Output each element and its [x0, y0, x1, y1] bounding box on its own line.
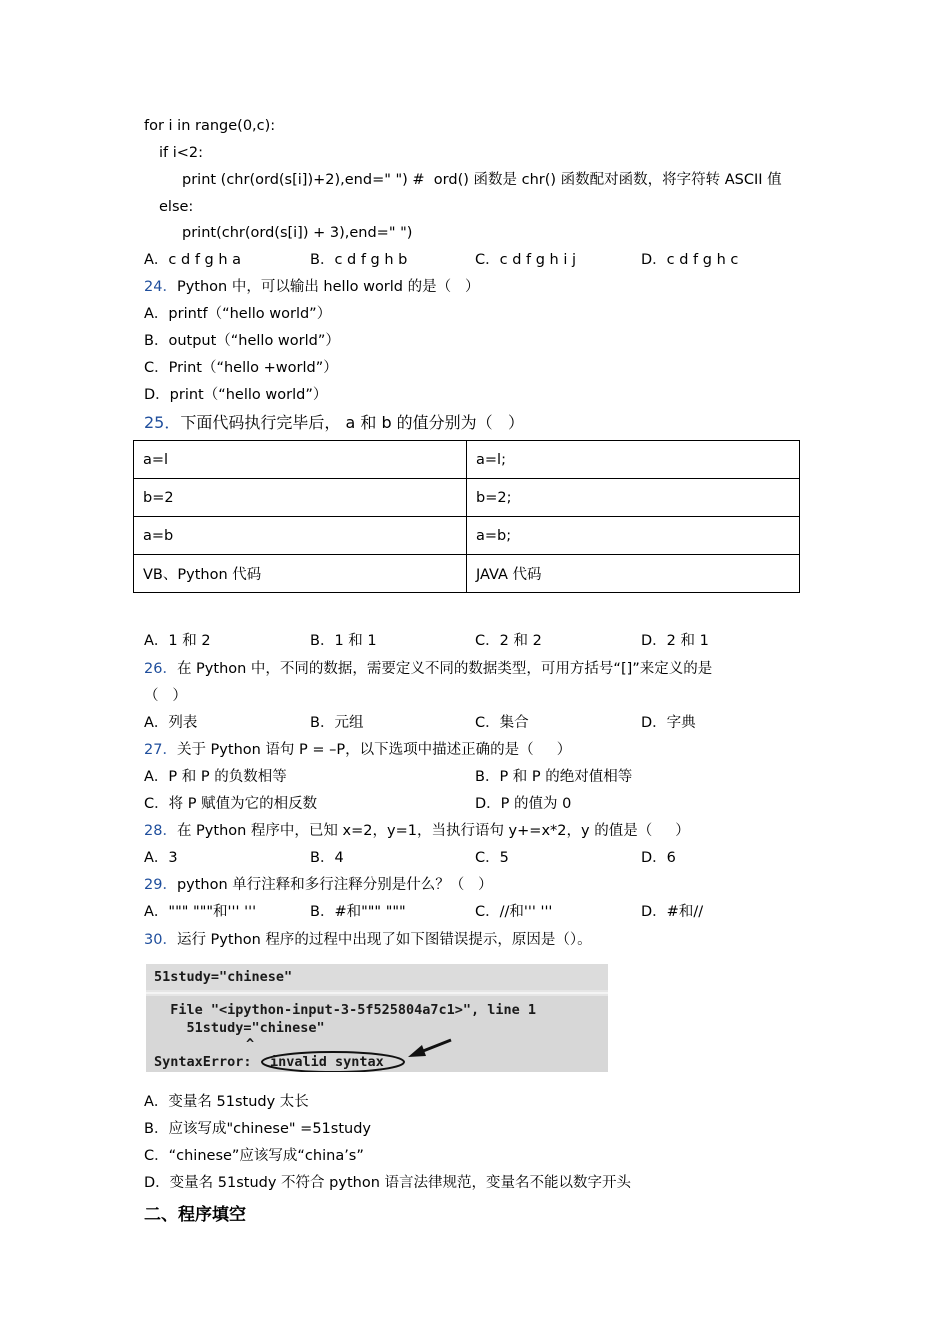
- syntax-error-screenshot: [146, 964, 608, 1072]
- q30-number: 30．: [144, 932, 177, 948]
- q28-number: 28．: [144, 823, 177, 839]
- code-line-5: print(chr(ord(s[i]) + 3),end=" "): [182, 225, 413, 241]
- q28-option-c: C．5: [475, 850, 509, 866]
- q29-option-d: D．#和//: [641, 904, 704, 920]
- error-code-line: 51study="chinese": [154, 969, 293, 985]
- q28-text: 在 Python 程序中，已知 x=2，y=1，当执行语句 y+=x*2，y 的值是（ ）: [176, 823, 690, 839]
- code-line-4: else:: [159, 199, 194, 215]
- q23-option-b: B．c d f g h b: [310, 252, 408, 268]
- error-caret: ^: [246, 1036, 255, 1052]
- q29-text: python 单行注释和多行注释分别是什么？（ ）: [176, 877, 493, 893]
- q24-option-c: C．Print（“hello +world”）: [144, 360, 338, 376]
- q29-number: 29．: [144, 877, 177, 893]
- code-line-3: print (chr(ord(s[i])+2),end=" ") # ord() 函数是 chr() 函数配对函数，将字符转 ASCII 值: [182, 172, 782, 188]
- q25-number: 25．: [144, 413, 181, 432]
- error-file-line: File "<ipython-input-3-5f525804a7c1>", line 1: [154, 1002, 537, 1018]
- q25-option-d: D．2 和 1: [641, 633, 709, 649]
- q27-option-a: A．P 和 P 的负数相等: [144, 769, 287, 785]
- q27-option-b: B．P 和 P 的绝对值相等: [475, 769, 633, 785]
- q24-number: 24．: [144, 279, 177, 295]
- q27-text: 关于 Python 语句 P = –P，以下选项中描述正确的是（ ）: [176, 742, 572, 758]
- q23-option-c: C．c d f g h i j: [475, 252, 577, 268]
- q28-option-b: B．4: [310, 850, 344, 866]
- table-cell: a=l: [134, 441, 467, 479]
- q24-option-d: D．print（“hello world”）: [144, 387, 328, 403]
- q24-option-a: A．printf（“hello world”）: [144, 306, 332, 322]
- table-row: [134, 479, 800, 517]
- q26-number: 26．: [144, 661, 177, 677]
- table-cell: a=l;: [467, 441, 800, 479]
- q26-text: 在 Python 中，不同的数据，需要定义不同的数据类型，可用方括号“[]”来定义的是: [176, 661, 713, 677]
- table-cell: VB、Python 代码: [134, 555, 467, 593]
- q29-option-b: B．#和""" """: [310, 904, 406, 920]
- q25-option-b: B．1 和 1: [310, 633, 377, 649]
- code-line-1: for i in range(0,c):: [144, 118, 276, 134]
- q30-option-a: A．变量名 51study 太长: [144, 1094, 309, 1110]
- table-cell: a=b: [134, 517, 467, 555]
- table-cell: b=2;: [467, 479, 800, 517]
- q29-option-a: A．""" """和''' ''': [144, 904, 257, 920]
- q25-option-c: C．2 和 2: [475, 633, 542, 649]
- code-comparison-table: [133, 440, 800, 593]
- error-message: invalid syntax: [270, 1054, 384, 1070]
- q25-text: 下面代码执行完毕后， a 和 b 的值分别为（ ）: [180, 413, 524, 432]
- q25-option-a: A．1 和 2: [144, 633, 211, 649]
- q26-option-c: C．集合: [475, 715, 529, 731]
- q27-option-d: D．P 的值为 0: [475, 796, 572, 812]
- q24-question: [144, 277, 479, 297]
- q23-option-a: A．c d f g h a: [144, 252, 242, 268]
- q26-option-a: A．列表: [144, 715, 198, 731]
- q28-option-d: D．6: [641, 850, 676, 866]
- q27-question: [144, 740, 571, 760]
- table-cell: a=b;: [467, 517, 800, 555]
- table-row: [134, 555, 800, 593]
- q29-question: [144, 875, 493, 895]
- q28-question: [144, 821, 690, 841]
- q23-option-d: D．c d f g h c: [641, 252, 739, 268]
- table-cell: JAVA 代码: [467, 555, 800, 593]
- q28-option-a: A．3: [144, 850, 178, 866]
- q26-option-b: B．元组: [310, 715, 364, 731]
- q26-question-cont: （ ）: [144, 688, 187, 704]
- table-cell: b=2: [134, 479, 467, 517]
- q29-option-c: C．//和''' ''': [475, 904, 553, 920]
- table-row: [134, 441, 800, 479]
- q24-text: Python 中，可以输出 hello world 的是（ ）: [176, 279, 480, 295]
- q25-question: [144, 413, 524, 433]
- section-heading: 二、程序填空: [144, 1205, 246, 1225]
- q30-option-d: D．变量名 51study 不符合 python 语言法律规范，变量名不能以数字开头: [144, 1175, 631, 1191]
- highlight-oval-arrow-icon: [146, 964, 608, 1072]
- q30-option-c: C．“chinese”应该写成“china’s”: [144, 1148, 364, 1164]
- table-row: [134, 517, 800, 555]
- q24-option-b: B．output（“hello world”）: [144, 333, 340, 349]
- q26-question: [144, 659, 712, 679]
- error-source-line: 51study="chinese": [154, 1020, 325, 1036]
- q27-option-c: C．将 P 赋值为它的相反数: [144, 796, 318, 812]
- q27-number: 27．: [144, 742, 177, 758]
- q30-text: 运行 Python 程序的过程中出现了如下图错误提示，原因是（）。: [176, 932, 592, 948]
- q30-question: [144, 930, 592, 950]
- code-line-2: if i<2:: [159, 145, 204, 161]
- q30-option-b: B．应该写成"chinese" =51study: [144, 1121, 371, 1137]
- q26-option-d: D．字典: [641, 715, 696, 731]
- error-label: SyntaxError:: [154, 1054, 252, 1070]
